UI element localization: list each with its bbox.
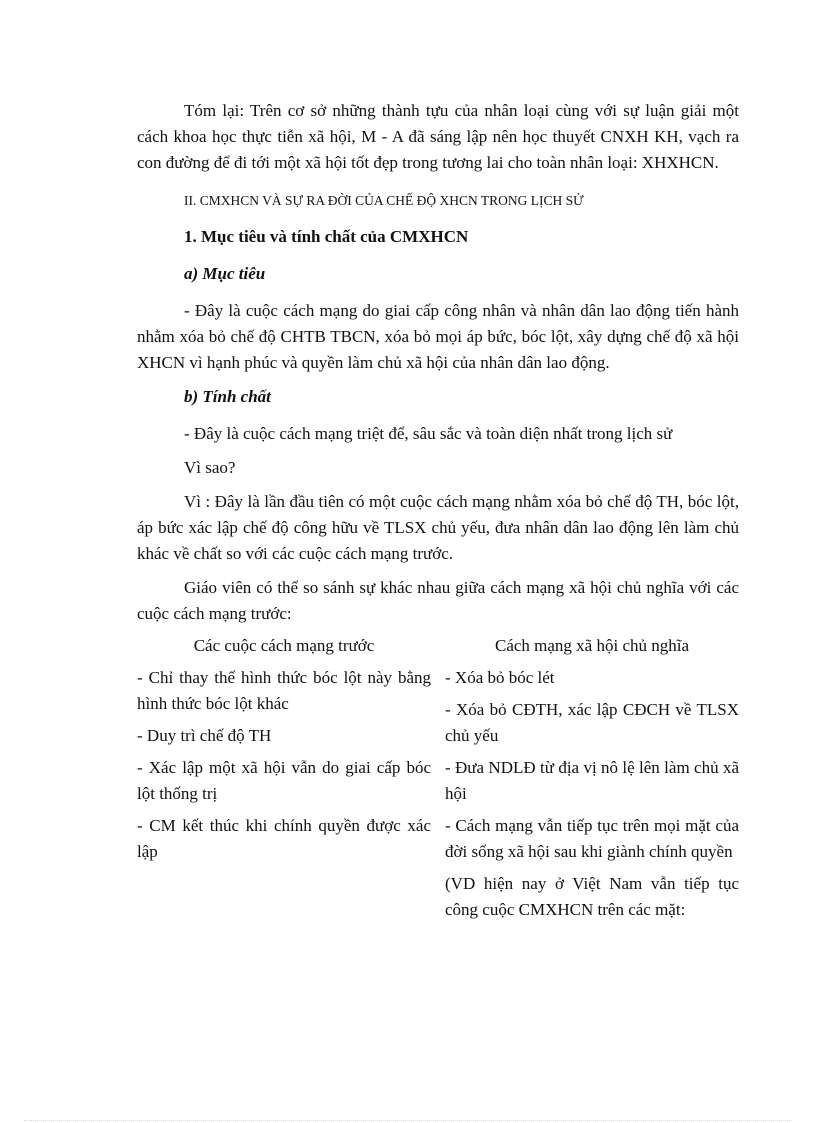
comparison-table [137, 633, 739, 929]
section-title: II. CMXHCN VÀ SỰ RA ĐỜI CỦA CHẾ ĐỘ XHCN TRONG LỊCH SỬ [184, 193, 584, 208]
list-item: - Duy trì chế độ TH [137, 726, 272, 745]
list-item: - Xóa bỏ bóc lét [445, 668, 555, 687]
goal-paragraph: - Đây là cuộc cách mạng do giai cấp công nhân và nhân dân lao động tiến hành nhằm xóa bỏ chế độ CHTB TBCN, xóa bỏ mọi áp bức, bóc lột, xây dựng chế độ xã hội XHCN vì hạnh phúc và quyền làm chủ xã hội của nhân dân lao động. [137, 301, 739, 372]
heading-nature: b) Tính chất [184, 387, 271, 406]
list-item: - Cách mạng vẫn tiếp tục trên mọi mặt của đời sống xã hội sau khi giành chính quyền [445, 816, 739, 861]
list-item: - Xác lập một xã hội vẫn do giai cấp bóc lột thống trị [137, 758, 431, 803]
list-item: (VD hiện nay ở Việt Nam vẫn tiếp tục công cuộc CMXHCN trên các mặt: [445, 874, 739, 919]
socialist-revolution-header: Cách mạng xã hội chủ nghĩa [494, 636, 690, 655]
heading-goal: a) Mục tiêu [184, 264, 266, 283]
comparison-header-row [137, 633, 739, 659]
why-question: Vì sao? [184, 458, 236, 477]
list-item: - Xóa bỏ CĐTH, xác lập CĐCH về TLSX chủ yếu [445, 700, 739, 745]
previous-revolutions-column [137, 665, 431, 929]
list-item: - CM kết thúc khi chính quyền được xác lập [137, 816, 431, 861]
teacher-note-paragraph: Giáo viên có thể so sánh sự khác nhau giữa cách mạng xã hội chủ nghĩa với các cuộc cách mạng trước: [137, 578, 739, 623]
socialist-revolution-column [445, 665, 739, 929]
nature-paragraph: - Đây là cuộc cách mạng triệt để, sâu sắc và toàn diện nhất trong lịch sử [184, 424, 673, 443]
list-item: - Chỉ thay thế hình thức bóc lột này bằng hình thức bóc lột khác [137, 668, 431, 713]
document-page [137, 98, 739, 929]
comparison-body [137, 665, 739, 929]
list-item: - Đưa NDLĐ từ địa vị nô lệ lên làm chủ xã hội [445, 758, 739, 803]
previous-revolutions-header: Các cuộc cách mạng trước [193, 636, 375, 655]
why-answer-paragraph: Vì : Đây là lần đầu tiên có một cuộc cách mạng nhằm xóa bỏ chế độ TH, bóc lột, áp bức xác lập chế độ công hữu về TLSX chủ yếu, đưa nhân dân lao động lên làm chủ khác về chất so với các cuộc cách mạng trước. [137, 492, 739, 563]
page-divider [24, 1120, 792, 1121]
summary-paragraph: Tóm lại: Trên cơ sở những thành tựu của nhân loại cùng với sự luận giải một cách khoa học thực tiễn xã hội, M - A đã sáng lập nên học thuyết CNXH KH, vạch ra con đường để đi tới một xã hội tốt đẹp trong tương lai cho toàn nhân loại: XHXHCN. [137, 101, 739, 172]
heading-goals-and-nature: 1. Mục tiêu và tính chất của CMXHCN [184, 227, 469, 246]
